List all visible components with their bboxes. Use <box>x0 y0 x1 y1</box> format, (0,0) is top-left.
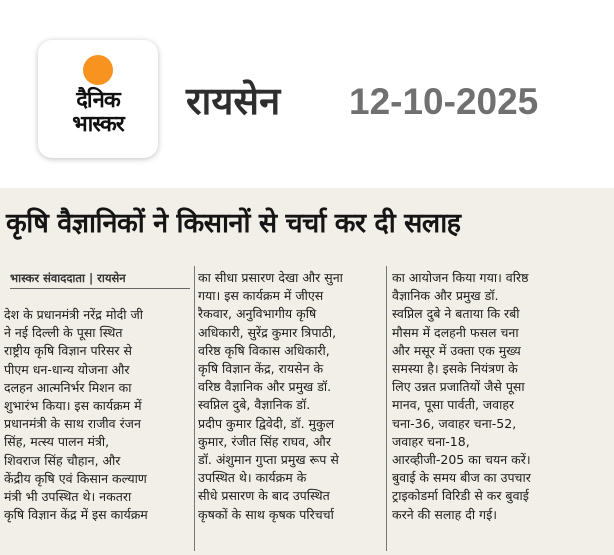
article-column-2 <box>198 269 382 524</box>
article-text-line: कुमार, रंजीत सिंह राघव, और <box>198 433 331 449</box>
article-text-line: समस्या है। इसके नियंत्रण के <box>392 361 518 377</box>
article-text-line: वरिष्ठ वैज्ञानिक और प्रमुख डॉ. <box>198 379 332 395</box>
article-column-1 <box>4 306 192 524</box>
article-text-line: आरव्हीजी-205 का चयन करें। <box>392 452 531 468</box>
article-text-line: बुवाई के समय बीज का उपचार <box>392 470 531 486</box>
article-text-line: मंत्री भी उपस्थित थे। नकतरा <box>4 489 132 505</box>
article-text-line: कृषि विज्ञान केंद्र, रायसेन के <box>198 361 324 377</box>
article-text-line: केंद्रीय कृषि एवं किसान कल्याण <box>4 470 147 486</box>
article-text-line: पीएम धन-धान्य योजना और <box>4 361 130 377</box>
article-headline: कृषि वैज्ञानिकों ने किसानों से चर्चा कर दी सलाह <box>6 208 461 239</box>
article-text-line: गया। इस कार्यक्रम में जीएस <box>198 288 324 304</box>
sun-icon <box>83 55 113 85</box>
article-text-line: लिए उन्नत प्रजातियों जैसे पूसा <box>392 379 525 395</box>
article-text-line: प्रधानमंत्री के साथ राजीव रंजन <box>4 416 141 432</box>
article-text-line: करने की सलाह दी गई। <box>392 506 497 522</box>
dainik-bhaskar-logo <box>38 40 158 158</box>
article-text-line: का सीधा प्रसारण देखा और सुना <box>198 270 343 285</box>
city-name: रायसेन <box>186 79 281 123</box>
article-text-line: देश के प्रधानमंत्री नरेंद्र मोदी जी <box>4 307 143 322</box>
edition-date: 12-10-2025 <box>349 81 539 122</box>
article-text-line: स्वप्निल दुबे, वैज्ञानिक डॉ. <box>198 397 311 413</box>
article-text-line: कृषि विज्ञान केंद्र में इस कार्यक्रम <box>4 507 148 523</box>
article-text-line: अधिकारी, सुरेंद्र कुमार त्रिपाठी, <box>198 324 337 340</box>
article-text-line: और मसूर में उक्ता एक मुख्य <box>392 342 521 358</box>
article-text-line: डॉ. अंशुमान गुप्ता प्रमुख रूप से <box>198 452 339 468</box>
article-text-line: वरिष्ठ कृषि विकास अधिकारी, <box>198 342 330 358</box>
article-text-line: उपस्थित थे। कार्यक्रम के <box>198 470 307 486</box>
article-text-line: शुभारंभ किया। इस कार्यक्रम में <box>4 398 142 414</box>
logo-line-1: दैनिक <box>76 88 120 113</box>
article-text-line: राष्ट्रीय कृषि विज्ञान परिसर से <box>4 343 132 359</box>
article-text-line: का आयोजन किया गया। वरिष्ठ <box>392 270 529 285</box>
page-header <box>0 0 614 178</box>
article-text-line: चना-36, जवाहर चना-52, <box>392 415 517 431</box>
article-text-line: मौसम में दलहनी फसल चना <box>392 324 519 340</box>
article-text-line: शिवराज सिंह चौहान, और <box>4 452 121 468</box>
article-text-line: ने नई दिल्ली के पूसा स्थित <box>4 325 123 341</box>
article-text-line: स्वप्निल दुबे ने बताया कि रबी <box>392 306 520 322</box>
article-text-line: रैकवार, अनुविभागीय कृषि <box>198 306 317 322</box>
article-text-line: सीधे प्रसारण के बाद उपस्थित <box>198 488 330 504</box>
column-divider <box>386 266 387 551</box>
article-text-line: मानव, पूसा पार्वती, जवाहर <box>392 397 515 413</box>
article-text-line: वैज्ञानिक और प्रमुख डॉ. <box>392 288 499 304</box>
column-divider <box>194 266 195 551</box>
article-text-line: प्रदीप कुमार द्विवेदी, डॉ. मुकुल <box>198 415 335 431</box>
article-text-line: दलहन आत्मनिर्भर मिशन का <box>4 379 132 395</box>
article-text-line: जवाहर चना-18, <box>392 433 470 449</box>
article-column-3 <box>392 269 582 524</box>
article-text-line: ट्राइकोडर्मा विरिडी से कर बुवाई <box>392 488 529 504</box>
article-text-line: सिंह, मत्स्य पालन मंत्री, <box>4 434 110 450</box>
article-byline: भास्कर संवाददाता | रायसेन <box>10 268 190 289</box>
logo-line-2: भास्कर <box>72 112 124 137</box>
article-text-line: कृषकों के साथ कृषक परिचर्चा <box>198 506 334 522</box>
